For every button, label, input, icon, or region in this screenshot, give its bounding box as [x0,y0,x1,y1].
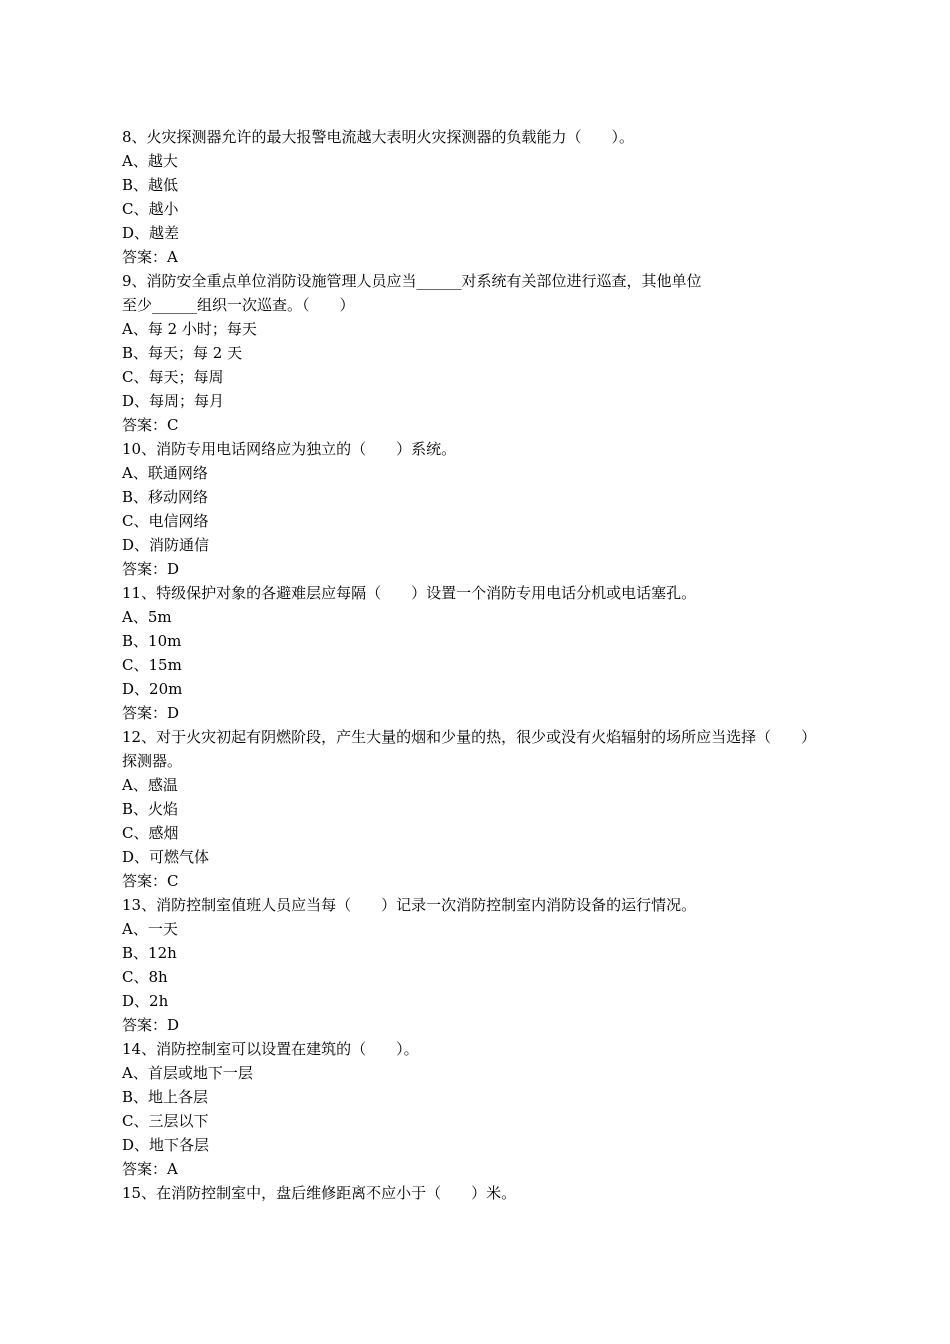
option-b: B、10m [122,632,182,650]
option-a: A、感温 [122,776,178,794]
answer: 答案：A [122,248,178,266]
option-c: C、8h [122,968,168,986]
option-d: D、消防通信 [122,536,210,554]
option-c: C、15m [122,656,182,674]
option-b: B、地上各层 [122,1088,209,1106]
option-c: C、越小 [122,200,179,218]
question-11: 11、特级保护对象的各避难层应每隔（ ）设置一个消防专用电话分机或电话塞孔。 [122,584,697,602]
answer: 答案：C [122,872,179,890]
option-d: D、地下各层 [122,1136,210,1154]
option-d: D、2h [122,992,169,1010]
option-d: D、可燃气体 [122,848,210,866]
answer: 答案：A [122,1160,178,1178]
option-a: A、每 2 小时；每天 [122,320,257,338]
question-13: 13、消防控制室值班人员应当每（ ）记录一次消防控制室内消防设备的运行情况。 [122,896,697,914]
question-12-continued: 探测器。 [122,752,183,770]
option-a: A、5m [122,608,172,626]
answer: 答案：D [122,1016,180,1034]
question-15: 15、在消防控制室中，盘后维修距离不应小于（ ）米。 [122,1184,517,1202]
option-a: A、一天 [122,920,178,938]
question-12: 12、对于火灾初起有阴燃阶段，产生大量的烟和少量的热，很少或没有火焰辐射的场所应当选择（ ） [122,728,817,746]
answer: 答案：D [122,560,180,578]
question-10: 10、消防专用电话网络应为独立的（ ）系统。 [122,440,457,458]
option-c: C、感烟 [122,824,179,842]
question-8: 8、火灾探测器允许的最大报警电流越大表明火灾探测器的负载能力（ ）。 [122,128,635,146]
option-c: C、电信网络 [122,512,209,530]
option-c: C、每天；每周 [122,368,224,386]
option-a: A、联通网络 [122,464,208,482]
option-d: D、每周；每月 [122,392,225,410]
option-b: B、每天；每 2 天 [122,344,243,362]
option-b: B、12h [122,944,177,962]
option-b: B、越低 [122,176,179,194]
option-b: B、移动网络 [122,488,209,506]
option-d: D、越差 [122,224,180,242]
option-a: A、越大 [122,152,178,170]
option-c: C、三层以下 [122,1112,209,1130]
question-9: 9、消防安全重点单位消防设施管理人员应当______对系统有关部位进行巡查，其他单位 [122,272,702,290]
answer: 答案：D [122,704,180,722]
option-a: A、首层或地下一层 [122,1064,253,1082]
document-page [122,125,882,1205]
option-d: D、20m [122,680,183,698]
option-b: B、火焰 [122,800,179,818]
question-9-continued: 至少______组织一次巡查。（ ） [122,296,355,314]
answer: 答案：C [122,416,179,434]
question-14: 14、消防控制室可以设置在建筑的（ ）。 [122,1040,419,1058]
